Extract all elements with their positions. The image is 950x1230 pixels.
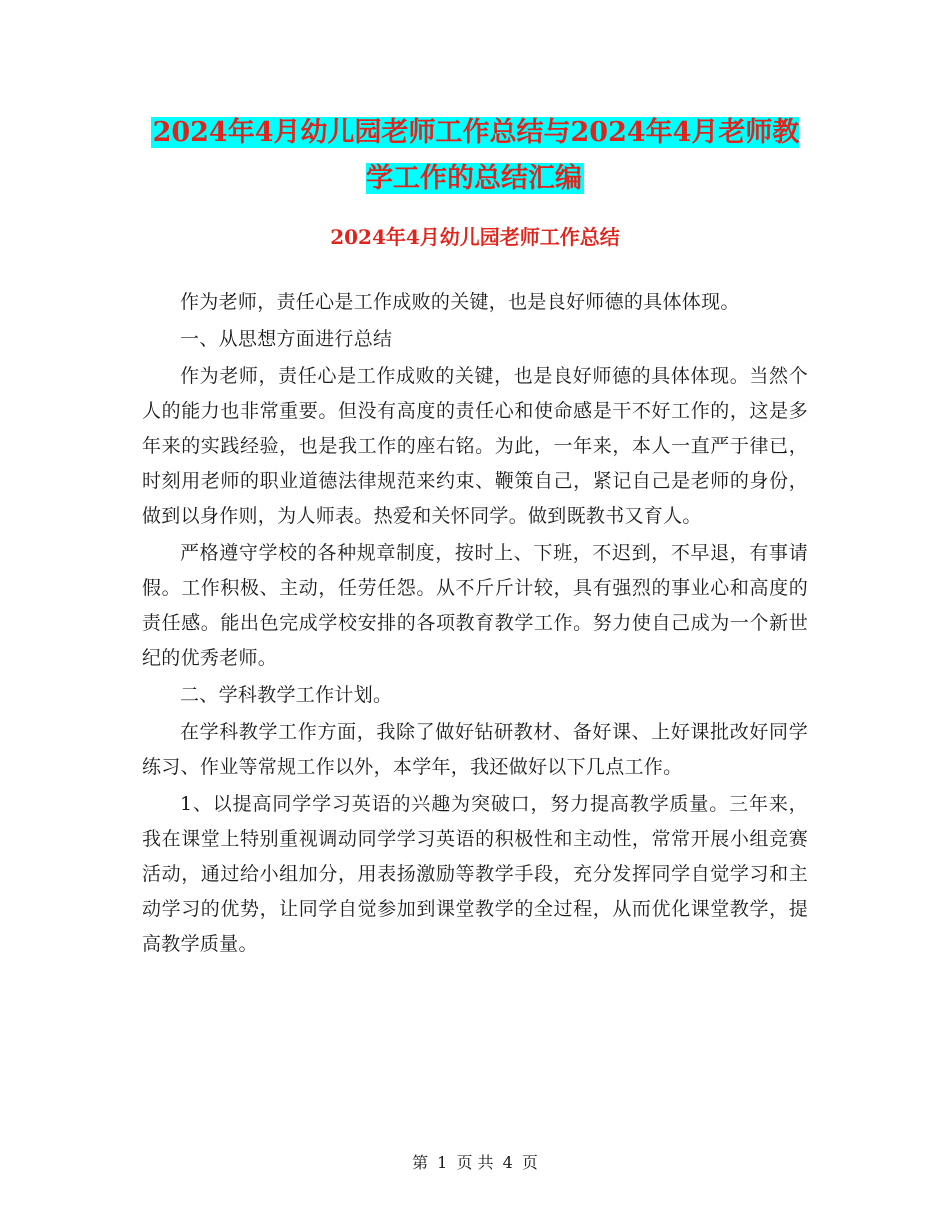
paragraph: 一、从思想方面进行总结: [180, 328, 393, 350]
document-title: [140, 110, 810, 202]
section-title: 2024年4月幼儿园老师工作总结: [330, 225, 620, 249]
document-body: [142, 285, 808, 964]
paragraph: 在学科教学工作方面，我除了做好钻研教材、备好课、上好课批改好同学练习、作业等常规工作以外，本学年，我还做好以下几点工作。: [142, 721, 808, 778]
paragraph: 1、以提高同学学习英语的兴趣为突破口，努力提高教学质量。三年来，我在课堂上特别重视调动同学学习英语的积极性和主动性，常常开展小组竞赛活动，通过给小组加分，用表扬激励等教学手段，充分发挥同学自觉学习和主动学习的优势，让同学自觉参加到课堂教学的全过程，从而优化课堂教学，提高教学质量。: [142, 793, 808, 955]
paragraph: 二、学科教学工作计划。: [180, 684, 393, 706]
paragraph: 作为老师，责任心是工作成败的关键，也是良好师德的具体体现。当然个人的能力也非常重要。但没有高度的责任心和使命感是干不好工作的，这是多年来的实践经验，也是我工作的座右铭。为此，一年来，本人一直严于律已，时刻用老师的职业道德法律规范来约束、鞭策自己，紧记自己是老师的身份，做到以身作则，为人师表。热爱和关怀同学。做到既教书又育人。: [142, 365, 808, 527]
paragraph: 作为老师，责任心是工作成败的关键，也是良好师德的具体体现。: [180, 291, 740, 313]
page-footer: [0, 1150, 950, 1173]
footer-suffix: 页: [521, 1153, 538, 1172]
footer-middle: 页 共: [456, 1153, 494, 1172]
footer-total-pages: 4: [502, 1153, 513, 1172]
paragraph: 严格遵守学校的各种规章制度，按时上、下班，不迟到，不早退，有事请假。工作积极、主动，任劳任怨。从不斤斤计较，具有强烈的事业心和高度的责任感。能出色完成学校安排的各项教育教学工作。努力使自己成为一个新世纪的优秀老师。: [142, 542, 808, 669]
footer-current-page: 1: [437, 1153, 448, 1172]
footer-prefix: 第: [412, 1153, 429, 1172]
document-title-text: 2024年4月幼儿园老师工作总结与2024年4月老师教学工作的总结汇编: [152, 117, 800, 194]
